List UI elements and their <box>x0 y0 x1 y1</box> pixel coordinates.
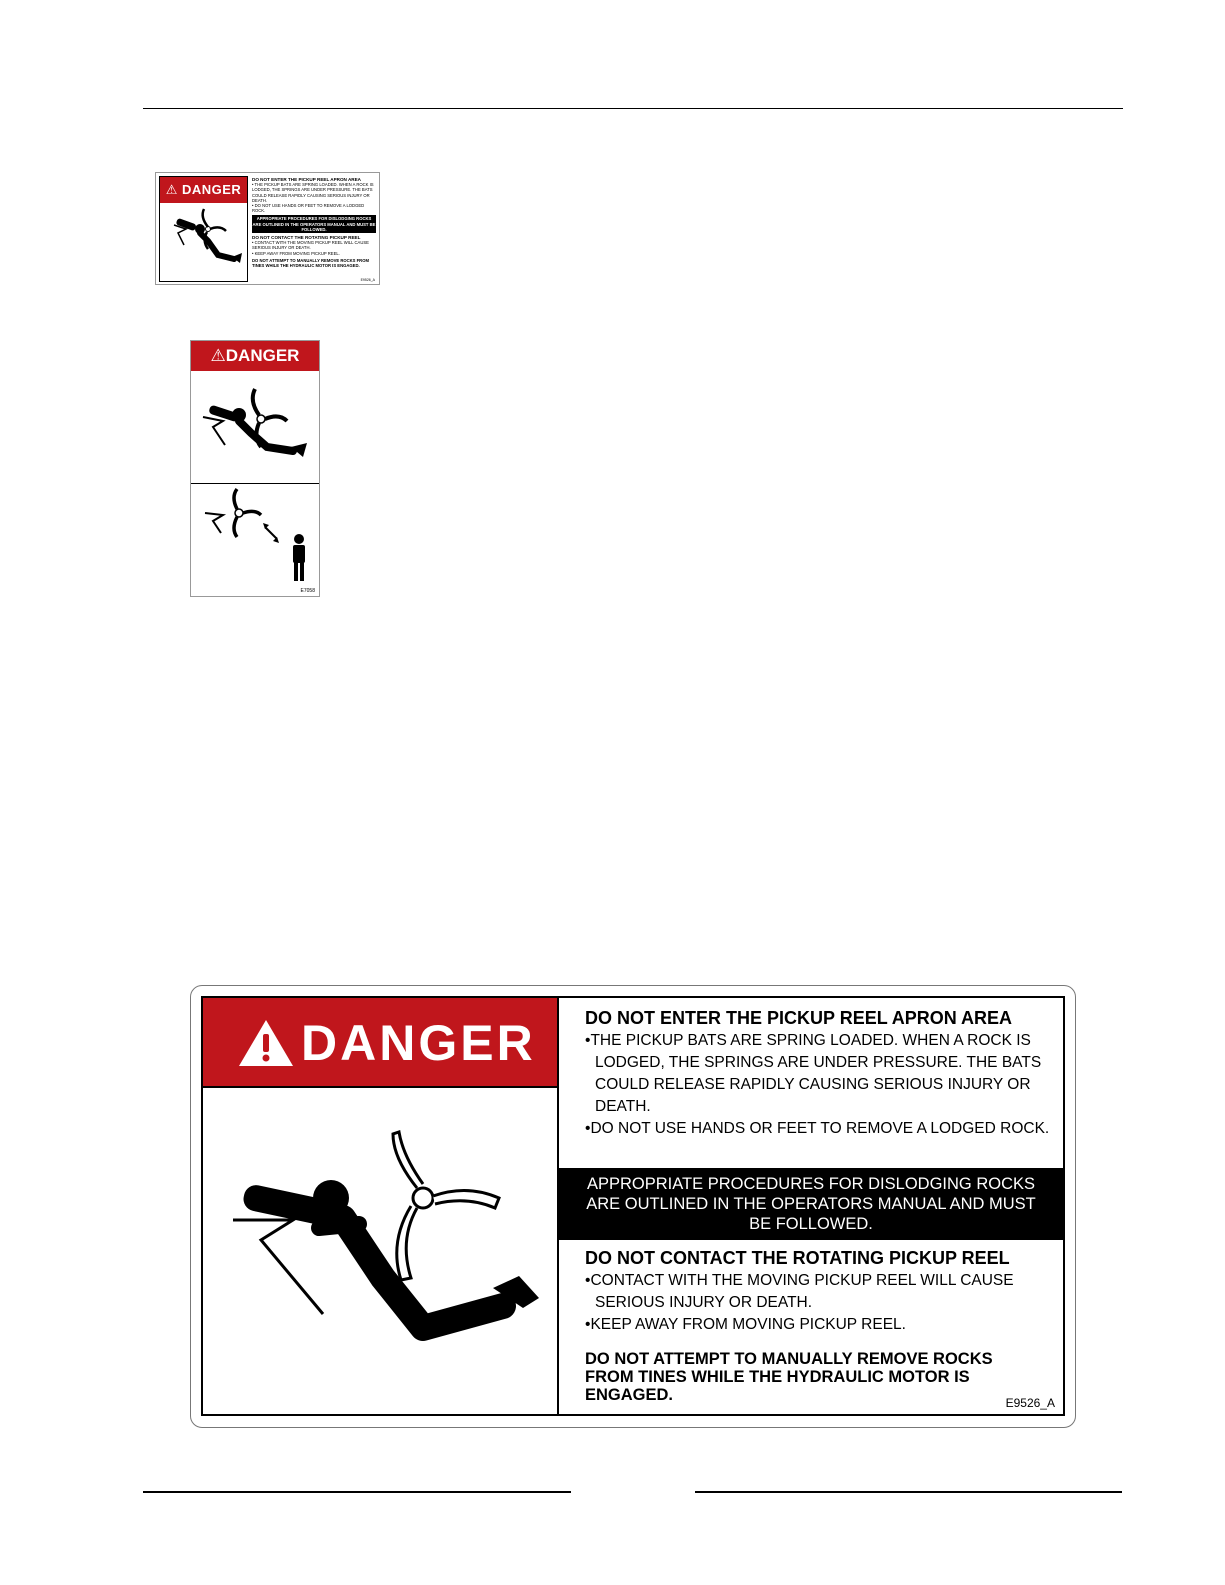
keep-away-pictogram <box>195 487 315 591</box>
section1-bullet-2: •DO NOT USE HANDS OR FEET TO REMOVE A LODGED ROCK. <box>585 1120 1050 1137</box>
small-decal-code: E9526_A <box>360 278 375 282</box>
section1 <box>585 1006 1055 1140</box>
danger-banner-large: DANGER <box>203 998 557 1088</box>
header-rule <box>143 108 1123 109</box>
section2-bullet-1: •CONTACT WITH THE MOVING PICKUP REEL WILL CAUSE SERIOUS INJURY OR DEATH. <box>585 1272 1014 1311</box>
danger-warning-icon <box>237 1018 295 1068</box>
footer-rule-left <box>143 1491 571 1493</box>
footer-rule-right <box>695 1491 1122 1493</box>
section2-title: DO NOT CONTACT THE ROTATING PICKUP REEL <box>585 1248 1010 1268</box>
section2 <box>585 1246 1055 1336</box>
reel-entanglement-pictogram-large <box>223 1128 543 1388</box>
large-decal-code: E9526_A <box>1005 1396 1055 1410</box>
danger-warning-icon: ⚠ <box>210 346 226 365</box>
reel-entanglement-pictogram <box>195 373 315 481</box>
vertical-decal-code: E7058 <box>300 588 315 594</box>
danger-warning-icon: ⚠ <box>165 182 178 197</box>
danger-decal-small <box>155 172 380 285</box>
section3-title: DO NOT ATTEMPT TO MANUALLY REMOVE ROCKS FROM TINES WHILE THE HYDRAULIC MOTOR IS ENGAGED. <box>585 1350 993 1404</box>
danger-decal-large <box>190 985 1076 1428</box>
section2-bullet-2: •KEEP AWAY FROM MOVING PICKUP REEL. <box>585 1316 906 1333</box>
small-decal-text: DO NOT ENTER THE PICKUP REEL APRON AREA • THE PICKUP BATS ARE SPRING LOADED. WHEN A ROCK IS LODGED, THE SPRINGS ARE UNDER PRESSURE. THE BATS COULD RELEASE RAPIDLY CAUSING SERIOUS INJURY OR DEATH. • DO NOT USE HANDS OR FEET TO REMOVE A LODGED ROCK. APPROPRIATE PROCEDURES FOR DISLODGING ROCKS ARE OUTLINED IN THE OPERATORS MANUAL AND MUST BE FOLLOWED. DO NOT CONTACT THE ROTATING PICKUP REEL • CONTACT WITH THE MOVING PICKUP REEL WILL CAUSE SERIOUS INJURY OR DEATH. • KEEP AWAY FROM MOVING PICKUP REEL. DO NOT ATTEMPT TO MANUALLY REMOVE ROCKS FROM TINES WHILE THE HYDRAULIC MOTOR IS ENGAGED. <box>252 177 376 269</box>
danger-decal-vertical <box>190 340 320 597</box>
danger-banner-vertical: ⚠DANGER <box>191 341 319 371</box>
section1-title: DO NOT ENTER THE PICKUP REEL APRON AREA <box>585 1008 1013 1028</box>
section1-bullet-1: •THE PICKUP BATS ARE SPRING LOADED. WHEN A ROCK IS LODGED, THE SPRINGS ARE UNDER PRESSURE. THE BATS COULD RELEASE RAPIDLY CAUSING SERIOUS INJURY OR DEATH. <box>585 1032 1042 1115</box>
danger-banner-small: ⚠ DANGER <box>160 177 247 203</box>
procedure-band: APPROPRIATE PROCEDURES FOR DISLODGING ROCKS ARE OUTLINED IN THE OPERATORS MANUAL AND MUST BE FOLLOWED. <box>559 1168 1063 1240</box>
reel-entanglement-pictogram-small <box>164 207 244 281</box>
